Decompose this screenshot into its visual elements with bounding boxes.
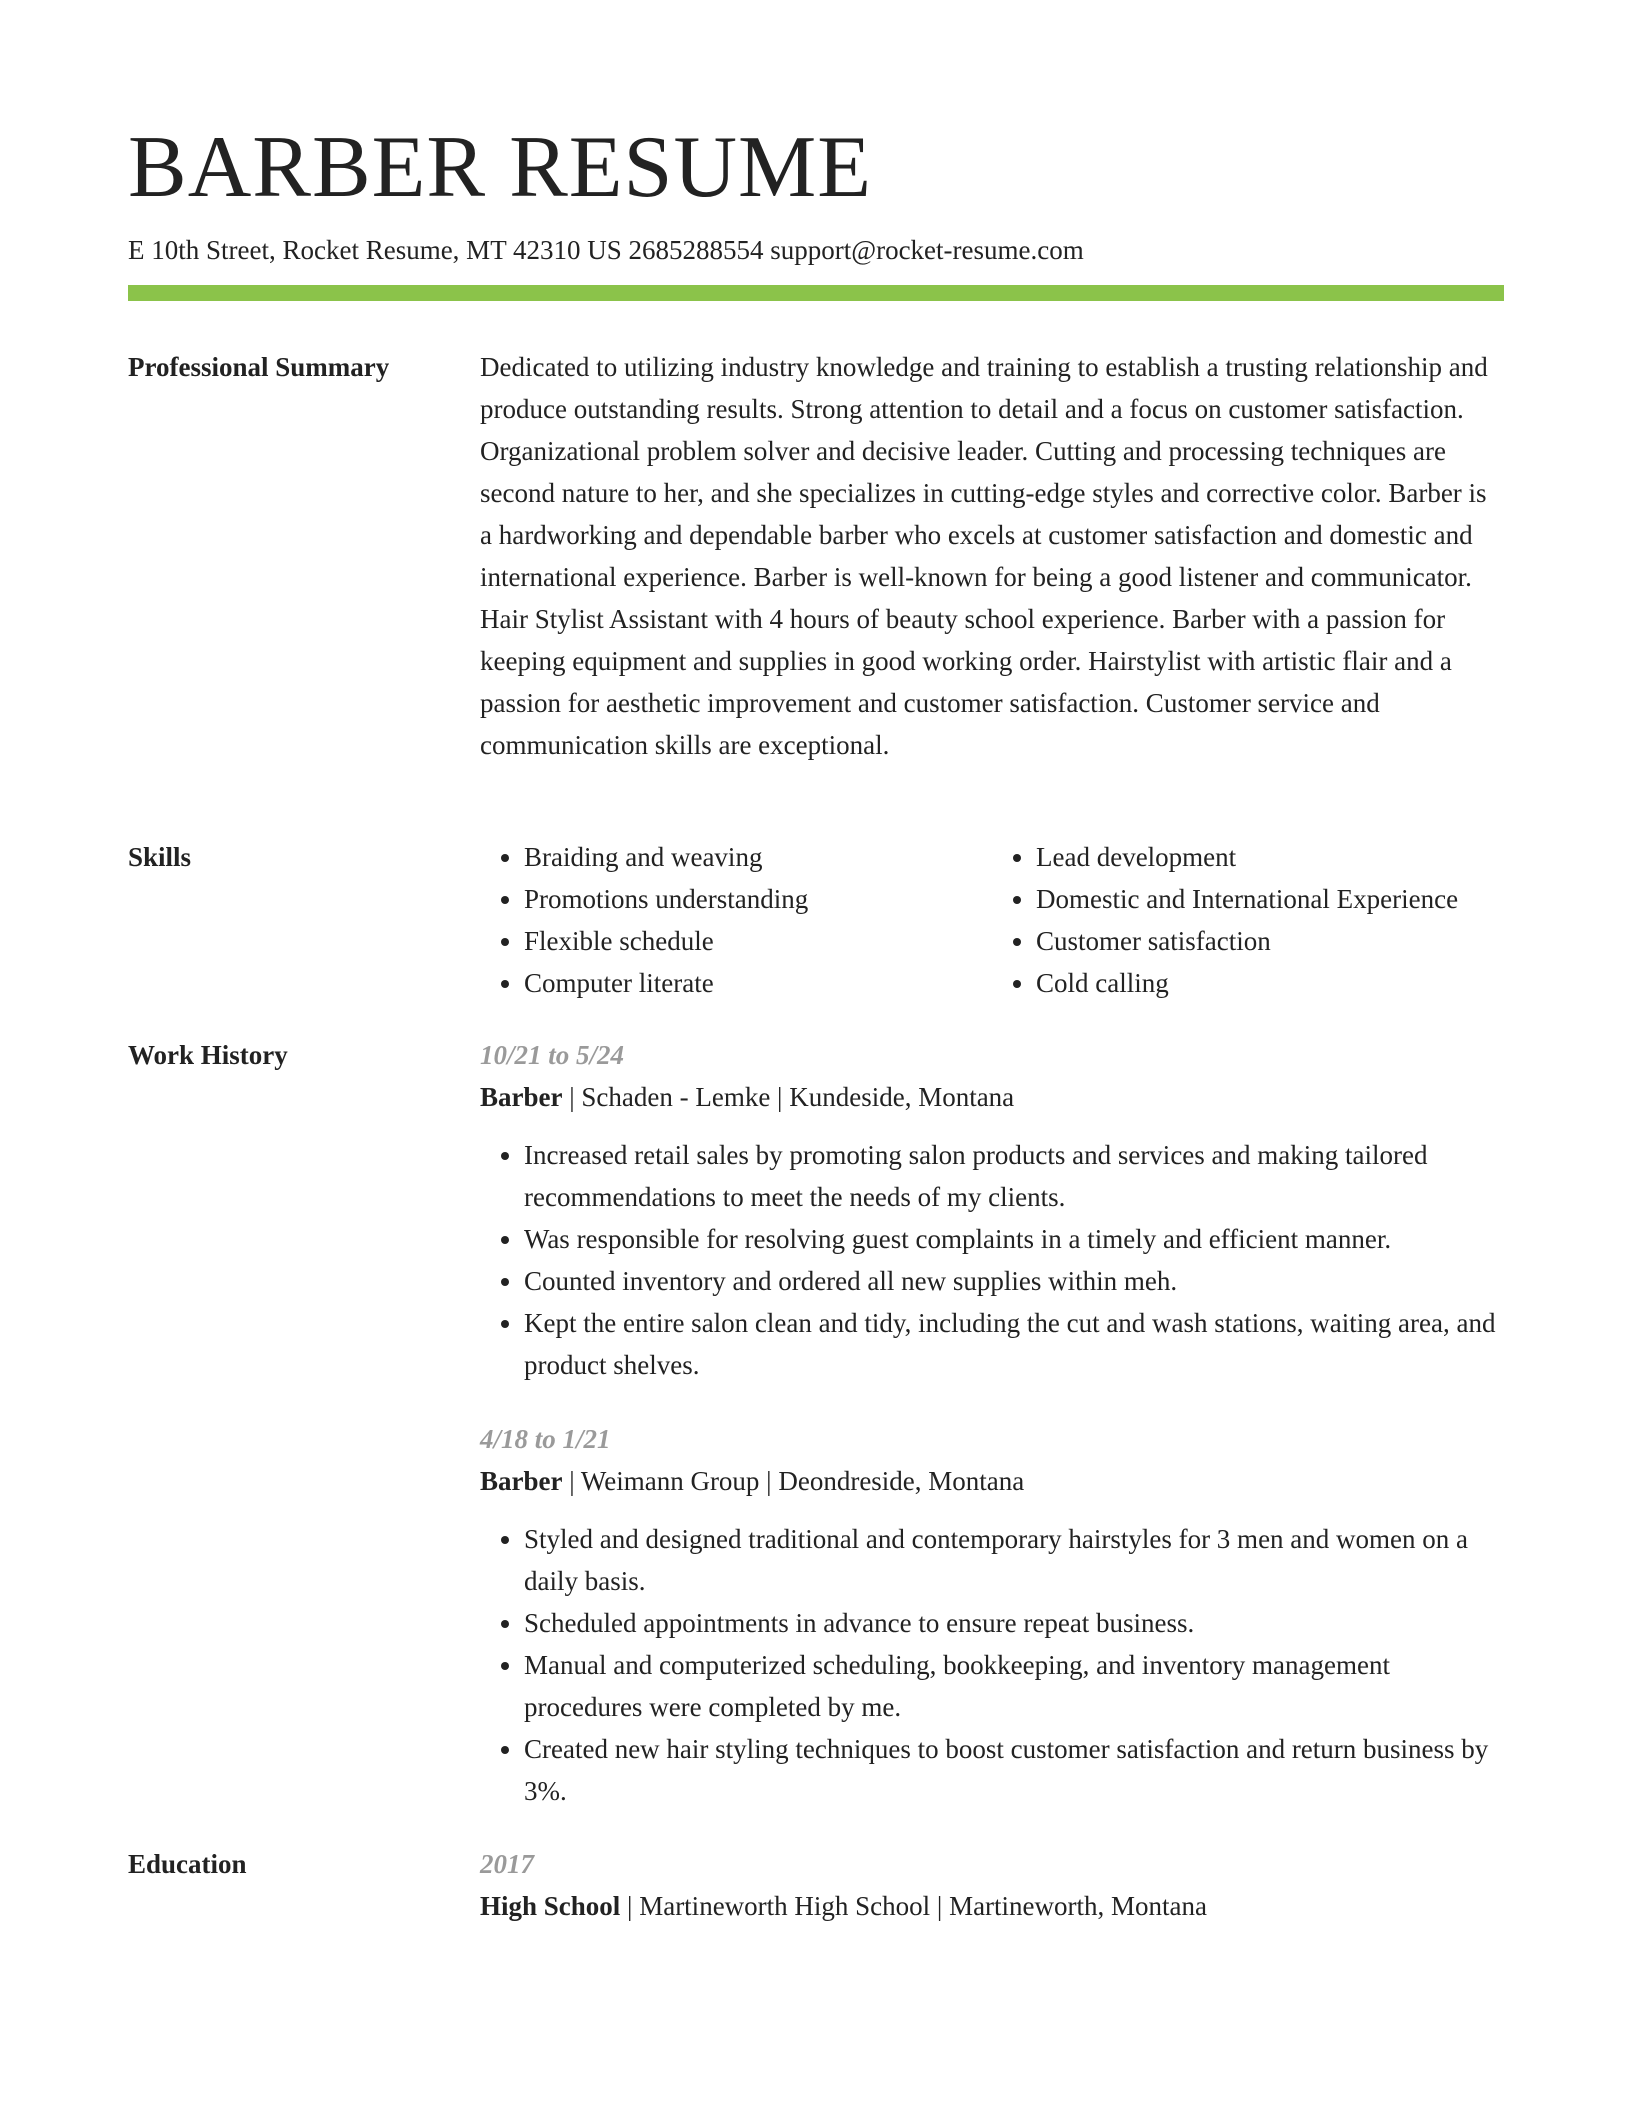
skill-item: • Promotions understanding [524,878,992,920]
summary-body [480,346,1504,766]
job-bullets [480,1518,1504,1812]
job-bullet: • Was responsible for resolving guest complaints in a timely and efficient manner. [524,1218,1504,1260]
education-line [480,1885,1504,1927]
education-degree: High School [480,1891,621,1921]
skills-list-left [480,836,992,1004]
skills-body [480,836,1504,1004]
education-label: Education [128,1849,247,1879]
skills-label: Skills [128,842,192,872]
skills-list-right [992,836,1504,1004]
job-bullet: • Created new hair styling techniques to boost customer satisfaction and return business by 3%. [524,1728,1504,1812]
work-body [480,1034,1504,1844]
job-title-line [480,1460,1504,1502]
skill-item: • Braiding and weaving [524,836,992,878]
job-bullet: • Increased retail sales by promoting salon products and services and making tailored recommendations to meet the needs of my clients. [524,1134,1504,1218]
education-year: 2017 [480,1849,534,1879]
job-bullets [480,1134,1504,1386]
work-label: Work History [128,1040,288,1070]
education-details: | Martineworth High School | Martineworth, Montana [620,1891,1208,1921]
resume-title: BARBER RESUME [128,119,873,216]
education-body [480,1843,1504,1927]
contact-email: support@rocket-resume.com [770,235,1084,265]
contact-address: E 10th Street, Rocket Resume, MT 42310 US [128,235,622,265]
header-divider [128,285,1504,301]
job-bullet: • Manual and computerized scheduling, bookkeeping, and inventory management procedures were completed by me. [524,1644,1504,1728]
contact-phone: 2685288554 [628,235,764,265]
job-dates: 4/18 to 1/21 [480,1424,611,1454]
job-details: | Schaden - Lemke | Kundeside, Montana [562,1082,1015,1112]
skill-item: • Domestic and International Experience [1036,878,1504,920]
job-dates: 10/21 to 5/24 [480,1040,625,1070]
skill-item: • Cold calling [1036,962,1504,1004]
job-title-line [480,1076,1504,1118]
skill-item: • Computer literate [524,962,992,1004]
job-details: | Weimann Group | Deondreside, Montana [562,1466,1025,1496]
job-title: Barber [480,1082,563,1112]
job-bullet: • Counted inventory and ordered all new supplies within meh. [524,1260,1504,1302]
skill-item: • Customer satisfaction [1036,920,1504,962]
skill-item: • Flexible schedule [524,920,992,962]
job-entry [480,1034,1504,1386]
contact-line [128,233,1084,267]
summary-label: Professional Summary [128,352,390,382]
summary-text: Dedicated to utilizing industry knowledge and training to establish a trusting relationship and produce outstanding results. Strong attention to detail and a focus on customer satisfaction. Organizational problem solver and decisive leader. Cutting and processing techniques are second nature to her, and she specializes in cutting-edge styles and corrective color. Barber is a hardworking and dependable barber who excels at customer satisfaction and domestic and international experience. Barber is well-known for being a good listener and communicator. Hair Stylist Assistant with 4 hours of beauty school experience. Barber with a passion for keeping equipment and supplies in good working order. Hairstylist with artistic flair and a passion for aesthetic improvement and customer satisfaction. Customer service and communication skills are exceptional. [480,352,1488,760]
job-entry [480,1418,1504,1812]
skill-item: • Lead development [1036,836,1504,878]
job-bullet: • Styled and designed traditional and contemporary hairstyles for 3 men and women on a daily basis. [524,1518,1504,1602]
job-bullet: • Kept the entire salon clean and tidy, including the cut and wash stations, waiting area, and product shelves. [524,1302,1504,1386]
job-title: Barber [480,1466,563,1496]
job-bullet: • Scheduled appointments in advance to ensure repeat business. [524,1602,1504,1644]
